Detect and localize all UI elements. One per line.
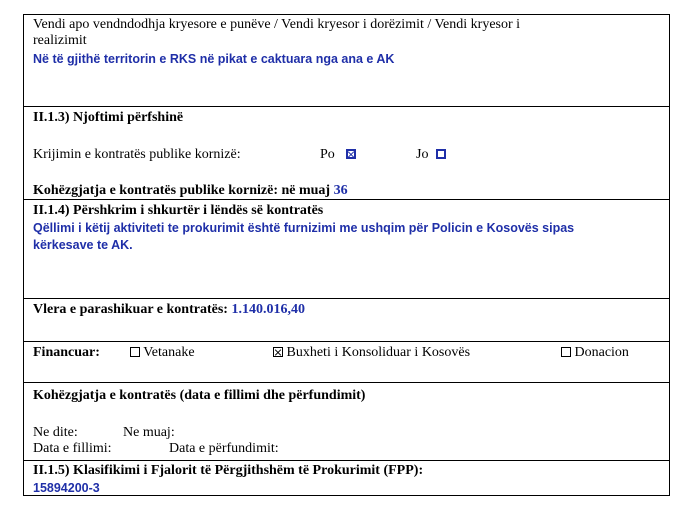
divider (23, 298, 670, 299)
divider (23, 199, 670, 200)
financing-own-checkbox[interactable] (130, 347, 140, 357)
divider (23, 460, 670, 461)
divider (23, 341, 670, 342)
framework-no-option[interactable] (416, 147, 446, 163)
estimated-value-label: Vlera e parashikuar e kontratës: (33, 302, 228, 317)
divider (23, 106, 670, 107)
yes-checkbox[interactable] (346, 149, 356, 159)
financing-budget-label: Buxheti i Konsoliduar i Kosovës (286, 345, 471, 360)
delivery-place-value: Në të gjithë territorin e RKS në pikat e caktuara nga ana e AK (33, 52, 395, 66)
financing-donation-label: Donacion (574, 345, 629, 360)
contract-description-line1: Qëllimi i këtij aktiviteti te prokurimit është furnizimi me ushqim për Policin e Kosovës sipas (33, 221, 575, 235)
section-115-heading: II.1.5) Klasifikimi i Fjalorit të Përgjithshëm të Prokurimit (FPP): (33, 463, 424, 478)
financing-label: Financuar: (33, 345, 100, 360)
duration-end-label: Data e përfundimit: (169, 441, 279, 456)
yes-label: Po (320, 147, 335, 162)
framework-question: Krijimin e kontratës publike kornizë: (33, 147, 241, 162)
financing-donation-checkbox[interactable] (561, 347, 571, 357)
framework-duration-value: 36 (333, 183, 348, 198)
financing-budget-checkbox[interactable] (273, 347, 283, 357)
framework-yes-option[interactable] (320, 147, 356, 163)
estimated-value-amount: 1.140.016,40 (231, 302, 305, 317)
duration-heading: Kohëzgjatja e kontratës (data e fillimi dhe përfundimit) (33, 388, 366, 403)
no-label: Jo (416, 147, 429, 162)
financing-option-donation[interactable] (561, 345, 629, 361)
contract-description-line2: kërkesave te AK. (33, 238, 133, 252)
delivery-place-label-line2: realizimit (33, 33, 87, 48)
framework-duration-label: Kohëzgjatja e kontratës publike kornizë: në muaj (33, 183, 331, 198)
delivery-place-label-line1: Vendi apo vendndodhja kryesore e punëve / Vendi kryesor i dorëzimit / Vendi kryesor i (33, 17, 521, 32)
no-checkbox[interactable] (436, 149, 446, 159)
framework-duration (33, 183, 348, 199)
duration-days-label: Ne dite: (33, 425, 78, 440)
cpv-code: 15894200-3 (33, 481, 100, 495)
financing-option-own[interactable] (130, 345, 195, 361)
duration-start-label: Data e fillimi: (33, 441, 112, 456)
section-113-heading: II.1.3) Njoftimi përfshinë (33, 110, 184, 125)
estimated-value (33, 302, 305, 318)
divider (23, 382, 670, 383)
financing-option-budget[interactable] (273, 345, 470, 361)
form-frame (23, 14, 670, 496)
duration-months-label: Ne muaj: (123, 425, 175, 440)
financing-own-label: Vetanake (143, 345, 195, 360)
section-114-heading: II.1.4) Përshkrim i shkurtër i lëndës së kontratës (33, 203, 324, 218)
